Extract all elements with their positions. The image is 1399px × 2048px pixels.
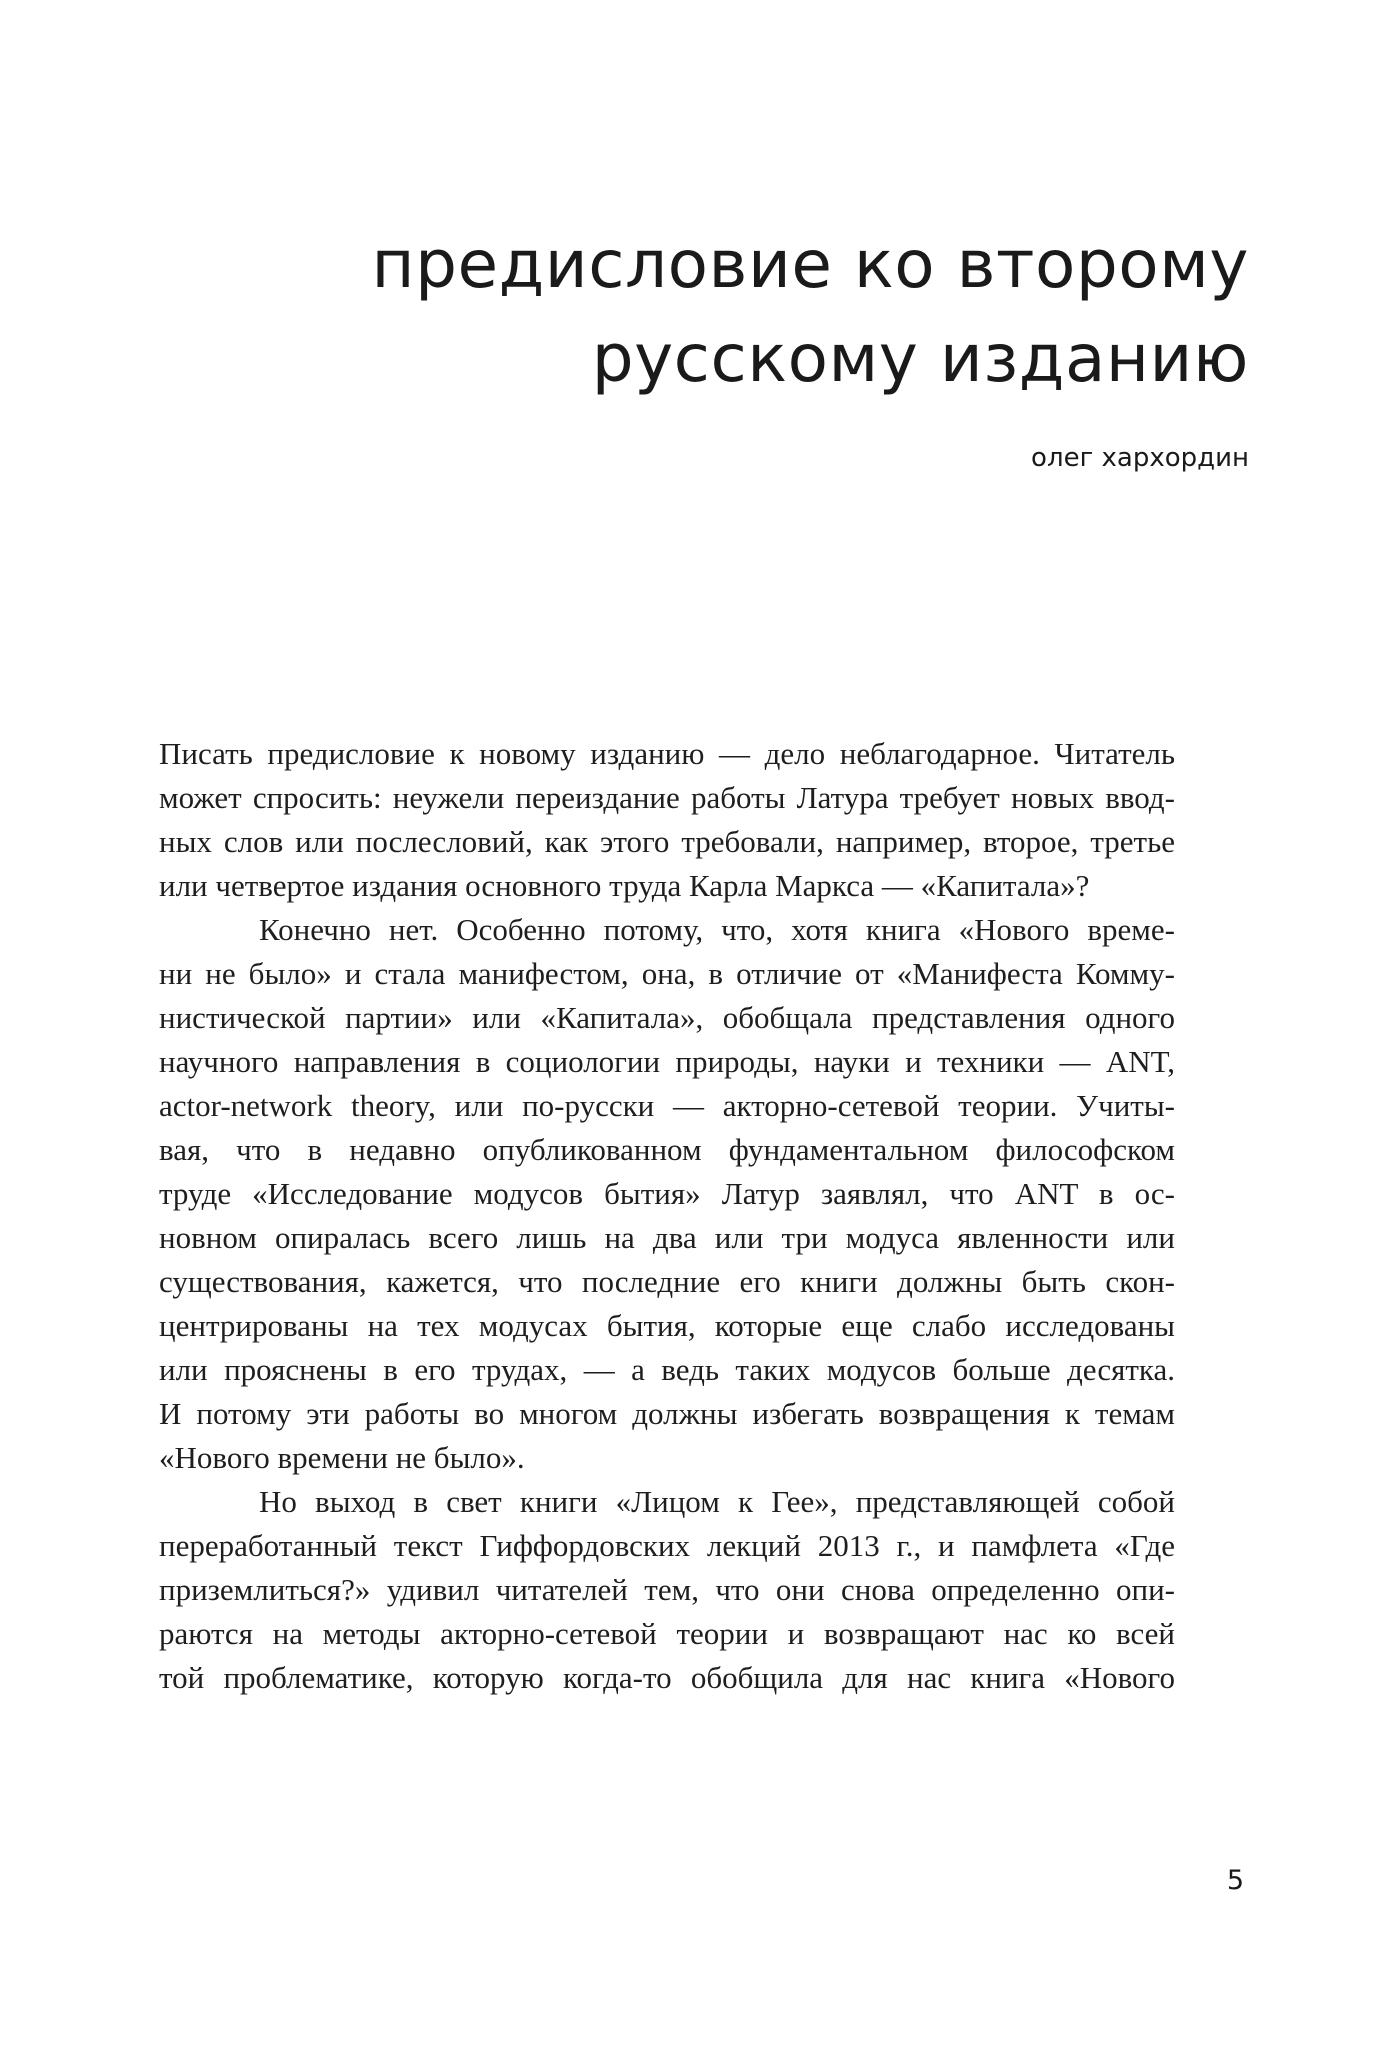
text-line: ни не было» и стала манифестом, она, в отличие от «Манифеста Комму-: [159, 956, 1175, 991]
paragraph-start-line: Конечно нет. Особенно потому, что, хотя книга «Нового време-: [259, 912, 1175, 947]
text-line: переработанный текст Гиффордовских лекций 2013 г., и памфлета «Где: [159, 1528, 1175, 1563]
text-line: или прояснены в его трудах, — а ведь таких модусов больше десятка.: [159, 1352, 1175, 1387]
chapter-title-line-2: русскому изданию: [591, 320, 1249, 397]
text-line: новном опиралась всего лишь на два или три модуса явленности или: [159, 1220, 1175, 1255]
text-line: actor-network theory, или по-русски — акторно-сетевой теории. Учиты-: [159, 1088, 1175, 1123]
text-line: центрированы на тех модусах бытия, которые еще слабо исследованы: [159, 1308, 1175, 1343]
text-line: или четвертое издания основного труда Карла Маркса — «Капитала»?: [159, 868, 1090, 903]
paragraph-start-line: Но выход в свет книги «Лицом к Гее», представляющей собой: [259, 1484, 1175, 1519]
text-line: И потому эти работы во многом должны избегать возвращения к темам: [159, 1396, 1175, 1431]
text-line: «Нового времени не было».: [159, 1440, 525, 1475]
text-line: Писать предисловие к новому изданию — дело неблагодарное. Читатель: [159, 736, 1175, 771]
text-line: научного направления в социологии природы, науки и техники — ANT,: [159, 1044, 1175, 1079]
text-line: труде «Исследование модусов бытия» Латур заявлял, что ANT в ос-: [159, 1176, 1175, 1211]
page-number: 5: [1226, 1865, 1244, 1896]
text-line: раются на методы акторно-сетевой теории и возвращают нас ко всей: [159, 1616, 1175, 1651]
text-line: той проблематике, которую когда-то обобщила для нас книга «Нового: [159, 1660, 1175, 1695]
text-line: может спросить: неужели переиздание работы Латура требует новых ввод-: [159, 780, 1175, 815]
body-text: [159, 732, 1175, 1700]
text-line: вая, что в недавно опубликованном фундаментальном философском: [159, 1132, 1175, 1167]
text-line: нистической партии» или «Капитала», обобщала представления одного: [159, 1000, 1175, 1035]
author-name: олег хархордин: [1031, 443, 1249, 473]
chapter-title-line-1: предисловие ко второму: [371, 226, 1249, 303]
text-line: приземлиться?» удивил читателей тем, что они снова определенно опи-: [159, 1572, 1175, 1607]
chapter-title: [349, 218, 1249, 406]
text-line: существования, кажется, что последние его книги должны быть скон-: [159, 1264, 1175, 1299]
text-line: ных слов или послесловий, как этого требовали, например, второе, третье: [159, 824, 1175, 859]
